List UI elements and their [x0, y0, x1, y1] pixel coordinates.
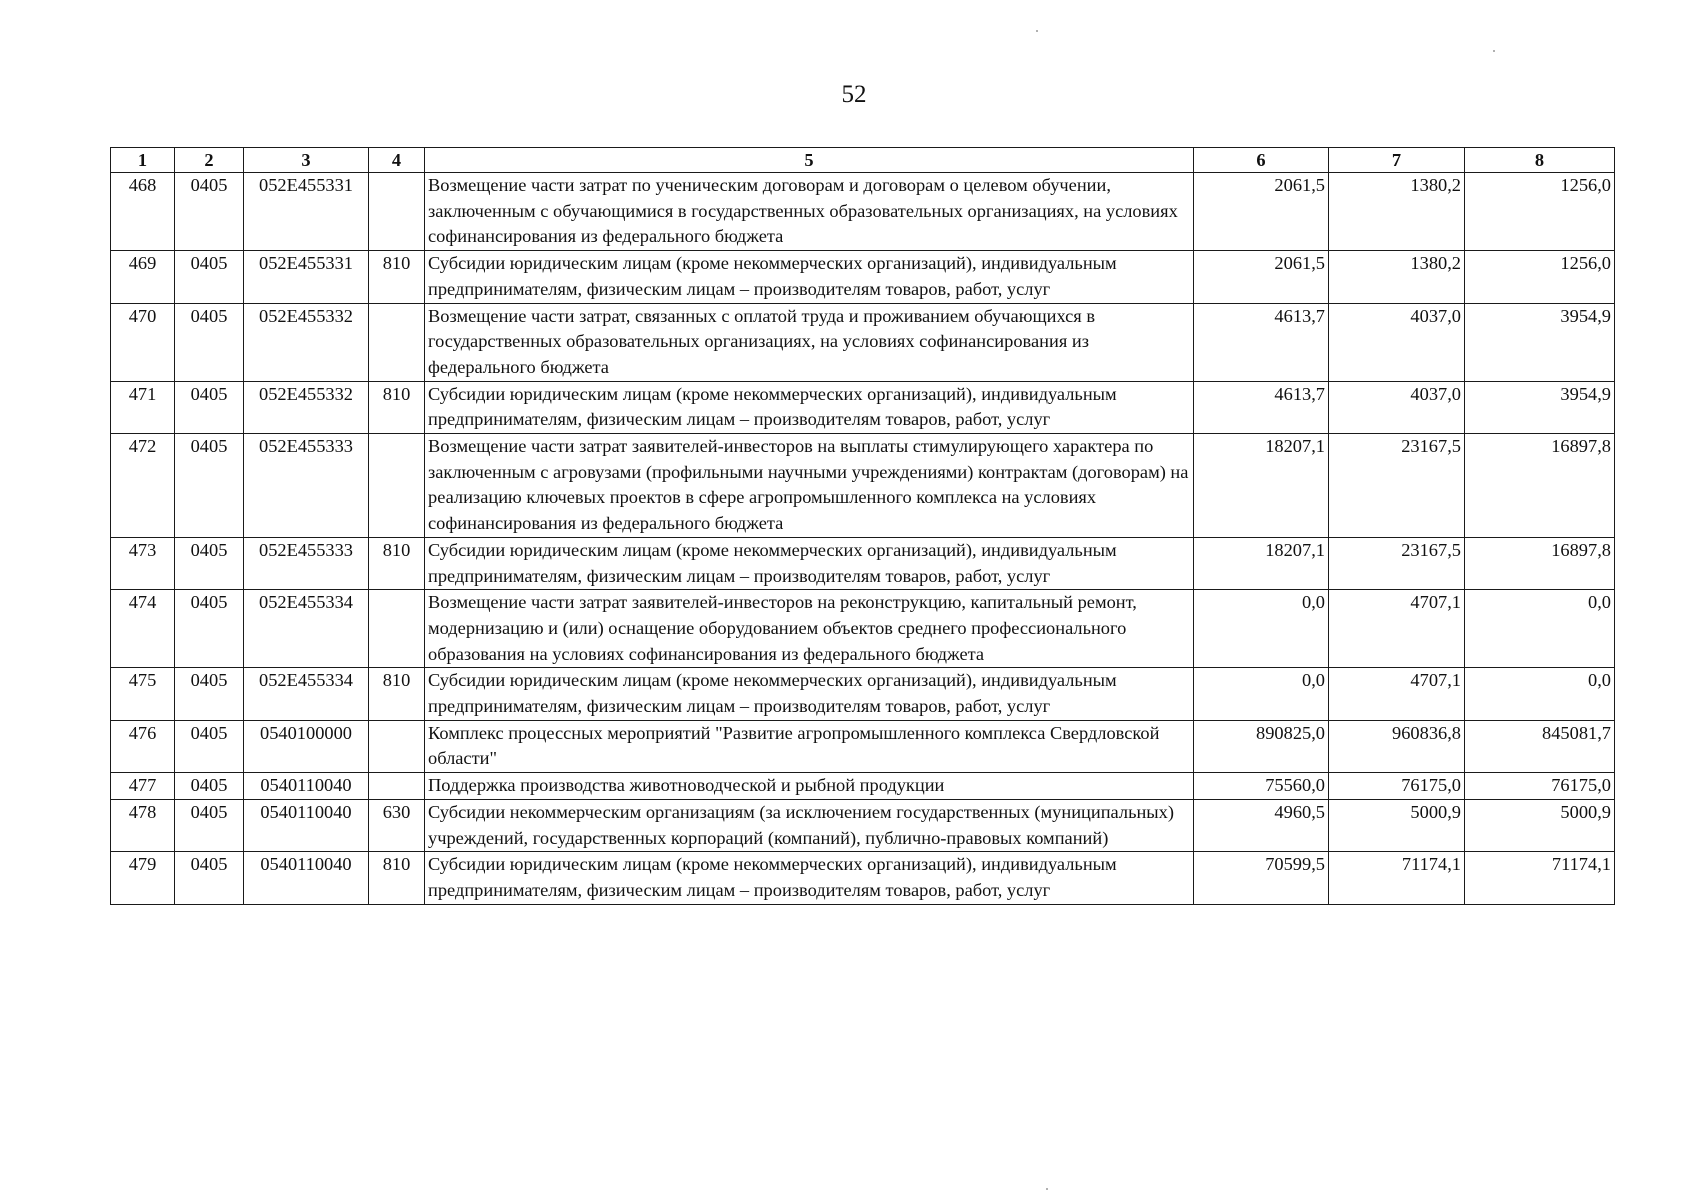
target-code: 052E455331: [244, 173, 369, 251]
value-col-6: 18207,1: [1194, 537, 1329, 589]
value-col-6: 18207,1: [1194, 434, 1329, 538]
col-header-6: 6: [1194, 148, 1329, 173]
expense-type-code: 810: [369, 852, 425, 904]
target-code: 0540110040: [244, 799, 369, 851]
value-col-8: 5000,9: [1465, 799, 1615, 851]
section-code: 0405: [175, 590, 244, 668]
table-row: [111, 303, 1615, 381]
value-col-8: 0,0: [1465, 668, 1615, 720]
value-col-8: 0,0: [1465, 590, 1615, 668]
description: Субсидии некоммерческим организациям (за исключением государственных (муниципальных) учреждений, государственных корпораций (компаний), публично-правовых компаний): [425, 799, 1194, 851]
section-code: 0405: [175, 303, 244, 381]
expense-type-code: [369, 434, 425, 538]
expense-type-code: [369, 303, 425, 381]
col-header-2: 2: [175, 148, 244, 173]
col-header-1: 1: [111, 148, 175, 173]
value-col-6: 75560,0: [1194, 773, 1329, 800]
row-number: 473: [111, 537, 175, 589]
value-col-7: 5000,9: [1329, 799, 1465, 851]
value-col-8: 3954,9: [1465, 303, 1615, 381]
description: Субсидии юридическим лицам (кроме некоммерческих организаций), индивидуальным предпринимателям, физическим лицам – производителям товаров, работ, услуг: [425, 381, 1194, 433]
value-col-8: 76175,0: [1465, 773, 1615, 800]
value-col-7: 960836,8: [1329, 720, 1465, 772]
target-code: 052E455332: [244, 303, 369, 381]
description: Субсидии юридическим лицам (кроме некоммерческих организаций), индивидуальным предпринимателям, физическим лицам – производителям товаров, работ, услуг: [425, 251, 1194, 303]
section-code: 0405: [175, 434, 244, 538]
description: Субсидии юридическим лицам (кроме некоммерческих организаций), индивидуальным предпринимателям, физическим лицам – производителям товаров, работ, услуг: [425, 668, 1194, 720]
target-code: 052E455333: [244, 537, 369, 589]
value-col-6: 70599,5: [1194, 852, 1329, 904]
target-code: 052E455334: [244, 668, 369, 720]
value-col-6: 2061,5: [1194, 251, 1329, 303]
row-number: 472: [111, 434, 175, 538]
value-col-8: 71174,1: [1465, 852, 1615, 904]
expense-type-code: [369, 720, 425, 772]
table-row: [111, 173, 1615, 251]
section-code: 0405: [175, 773, 244, 800]
table-row: [111, 799, 1615, 851]
section-code: 0405: [175, 668, 244, 720]
description: Возмещение части затрат, связанных с оплатой труда и проживанием обучающихся в государственных образовательных организациях, на условиях софинансирования из федерального бюджета: [425, 303, 1194, 381]
row-number: 470: [111, 303, 175, 381]
target-code: 0540110040: [244, 773, 369, 800]
description: Комплекс процессных мероприятий "Развитие агропромышленного комплекса Свердловской области": [425, 720, 1194, 772]
scan-speck: [1493, 50, 1495, 52]
budget-table: [110, 147, 1615, 905]
value-col-7: 71174,1: [1329, 852, 1465, 904]
target-code: 052E455333: [244, 434, 369, 538]
value-col-8: 1256,0: [1465, 251, 1615, 303]
description: Поддержка производства животноводческой и рыбной продукции: [425, 773, 1194, 800]
section-code: 0405: [175, 381, 244, 433]
value-col-8: 16897,8: [1465, 537, 1615, 589]
row-number: 474: [111, 590, 175, 668]
row-number: 478: [111, 799, 175, 851]
expense-type-code: 810: [369, 537, 425, 589]
section-code: 0405: [175, 852, 244, 904]
row-number: 471: [111, 381, 175, 433]
scan-speck: [1036, 30, 1038, 32]
header-row: [111, 148, 1615, 173]
row-number: 469: [111, 251, 175, 303]
value-col-7: 76175,0: [1329, 773, 1465, 800]
target-code: 052E455331: [244, 251, 369, 303]
value-col-7: 4707,1: [1329, 590, 1465, 668]
expense-type-code: 630: [369, 799, 425, 851]
row-number: 475: [111, 668, 175, 720]
value-col-6: 4960,5: [1194, 799, 1329, 851]
col-header-3: 3: [244, 148, 369, 173]
table-row: [111, 251, 1615, 303]
table-row: [111, 852, 1615, 904]
description: Возмещение части затрат заявителей-инвесторов на реконструкцию, капитальный ремонт, модернизацию и (или) оснащение оборудованием объектов среднего профессионального образования на условиях софинансирования из федерального бюджета: [425, 590, 1194, 668]
section-code: 0405: [175, 799, 244, 851]
row-number: 479: [111, 852, 175, 904]
value-col-6: 890825,0: [1194, 720, 1329, 772]
table-row: [111, 434, 1615, 538]
expense-type-code: [369, 590, 425, 668]
target-code: 052E455332: [244, 381, 369, 433]
target-code: 0540110040: [244, 852, 369, 904]
table-row: [111, 720, 1615, 772]
col-header-8: 8: [1465, 148, 1615, 173]
value-col-6: 4613,7: [1194, 303, 1329, 381]
section-code: 0405: [175, 720, 244, 772]
expense-type-code: 810: [369, 251, 425, 303]
value-col-6: 2061,5: [1194, 173, 1329, 251]
value-col-8: 16897,8: [1465, 434, 1615, 538]
target-code: 052E455334: [244, 590, 369, 668]
col-header-4: 4: [369, 148, 425, 173]
value-col-8: 3954,9: [1465, 381, 1615, 433]
value-col-7: 4037,0: [1329, 303, 1465, 381]
table-row: [111, 773, 1615, 800]
table-row: [111, 537, 1615, 589]
value-col-7: 4707,1: [1329, 668, 1465, 720]
value-col-7: 23167,5: [1329, 537, 1465, 589]
value-col-7: 1380,2: [1329, 173, 1465, 251]
value-col-8: 1256,0: [1465, 173, 1615, 251]
expense-type-code: 810: [369, 381, 425, 433]
table-row: [111, 381, 1615, 433]
expense-type-code: [369, 773, 425, 800]
value-col-7: 23167,5: [1329, 434, 1465, 538]
section-code: 0405: [175, 251, 244, 303]
row-number: 476: [111, 720, 175, 772]
section-code: 0405: [175, 537, 244, 589]
section-code: 0405: [175, 173, 244, 251]
value-col-7: 1380,2: [1329, 251, 1465, 303]
description: Возмещение части затрат заявителей-инвесторов на выплаты стимулирующего характера по заключенным с агровузами (профильными научными учреждениями) контрактам (договорам) на реализацию ключевых проектов в сфере агропромышленного комплекса на условиях софинансирования из федерального бюджета: [425, 434, 1194, 538]
value-col-6: 4613,7: [1194, 381, 1329, 433]
col-header-7: 7: [1329, 148, 1465, 173]
row-number: 477: [111, 773, 175, 800]
expense-type-code: 810: [369, 668, 425, 720]
description: Субсидии юридическим лицам (кроме некоммерческих организаций), индивидуальным предпринимателям, физическим лицам – производителям товаров, работ, услуг: [425, 537, 1194, 589]
target-code: 0540100000: [244, 720, 369, 772]
description: Субсидии юридическим лицам (кроме некоммерческих организаций), индивидуальным предпринимателям, физическим лицам – производителям товаров, работ, услуг: [425, 852, 1194, 904]
value-col-6: 0,0: [1194, 590, 1329, 668]
value-col-8: 845081,7: [1465, 720, 1615, 772]
col-header-5: 5: [425, 148, 1194, 173]
row-number: 468: [111, 173, 175, 251]
table-row: [111, 590, 1615, 668]
table-row: [111, 668, 1615, 720]
value-col-7: 4037,0: [1329, 381, 1465, 433]
expense-type-code: [369, 173, 425, 251]
description: Возмещение части затрат по ученическим договорам и договорам о целевом обучении, заключенным с обучающимися в государственных образовательных организациях, на условиях софинансирования из федерального бюджета: [425, 173, 1194, 251]
scan-speck: [1046, 1188, 1048, 1190]
value-col-6: 0,0: [1194, 668, 1329, 720]
page-number: 52: [841, 81, 867, 108]
